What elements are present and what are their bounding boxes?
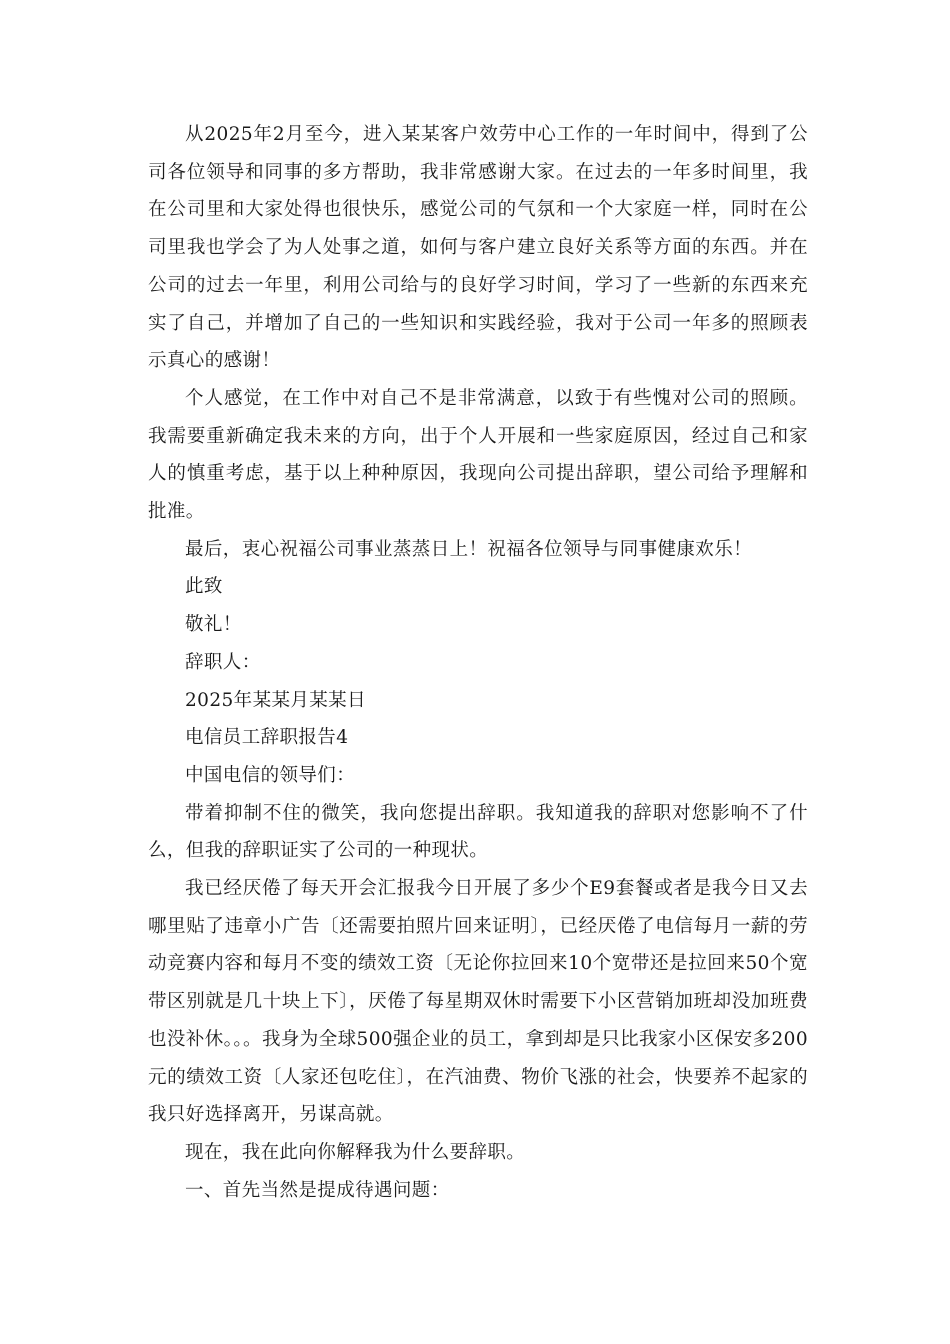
paragraph-reason: 个人感觉，在工作中对自己不是非常满意，以致于有些愧对公司的照顾。我需要重新确定我未来的方向，出于个人开展和一些家庭原因，经过自己和家人的慎重考虑，基于以上种种原因，我现向公司提出辞职，望公司给予理解和批准。: [148, 387, 808, 523]
heading-item-1: 一、首先当然是提成待遇问题：: [185, 1179, 450, 1201]
closing-line-1: 此致: [185, 576, 223, 598]
section-title: 电信员工辞职报告4: [185, 727, 349, 749]
paragraph-smile: 带着抑制不住的微笑，我向您提出辞职。我知道我的辞职对您影响不了什么，但我的辞职证实了公司的一种现状。: [148, 802, 808, 862]
date-line: 2025年某某月某某日: [185, 689, 366, 711]
salutation-line: 中国电信的领导们：: [185, 764, 356, 786]
paragraph-complaints: 我已经厌倦了每天开会汇报我今日开展了多少个E9套餐或者是我今日又去哪里贴了违章小广告〔还需要拍照片回来证明〕，已经厌倦了电信每月一薪的劳动竞赛内容和每月不变的绩效工资〔无论你拉回来10个宽带还是拉回来50个宽带区别就是几十块上下〕，厌倦了每星期双休时需要下小区营销加班却没加班费也没补休。。。我身为全球500强企业的员工，拿到却是只比我家小区保安多200元的绩效工资〔人家还包吃住〕，在汽油费、物价飞涨的社会，快要养不起家的我只好选择离开，另谋高就。: [148, 878, 808, 1126]
paragraph-wishes: 最后，衷心祝福公司事业蒸蒸日上！祝福各位领导与同事健康欢乐！: [185, 538, 753, 560]
paragraph-explain: 现在，我在此向你解释我为什么要辞职。: [185, 1141, 526, 1163]
paragraph-gratitude: 从2025年2月至今，进入某某客户效劳中心工作的一年时间中，得到了公司各位领导和同事的多方帮助，我非常感谢大家。在过去的一年多时间里，我在公司里和大家处得也很快乐，感觉公司的气氛和一个大家庭一样，同时在公司里我也学会了为人处事之道，如何与客户建立良好关系等方面的东西。并在公司的过去一年里，利用公司给与的良好学习时间，学习了一些新的东西来充实了自己，并增加了自己的一些知识和实践经验，我对于公司一年多的照顾表示真心的感谢！: [148, 124, 808, 372]
signer-line: 辞职人：: [185, 651, 261, 673]
closing-line-2: 敬礼！: [185, 614, 242, 636]
document-page: [148, 116, 808, 1209]
